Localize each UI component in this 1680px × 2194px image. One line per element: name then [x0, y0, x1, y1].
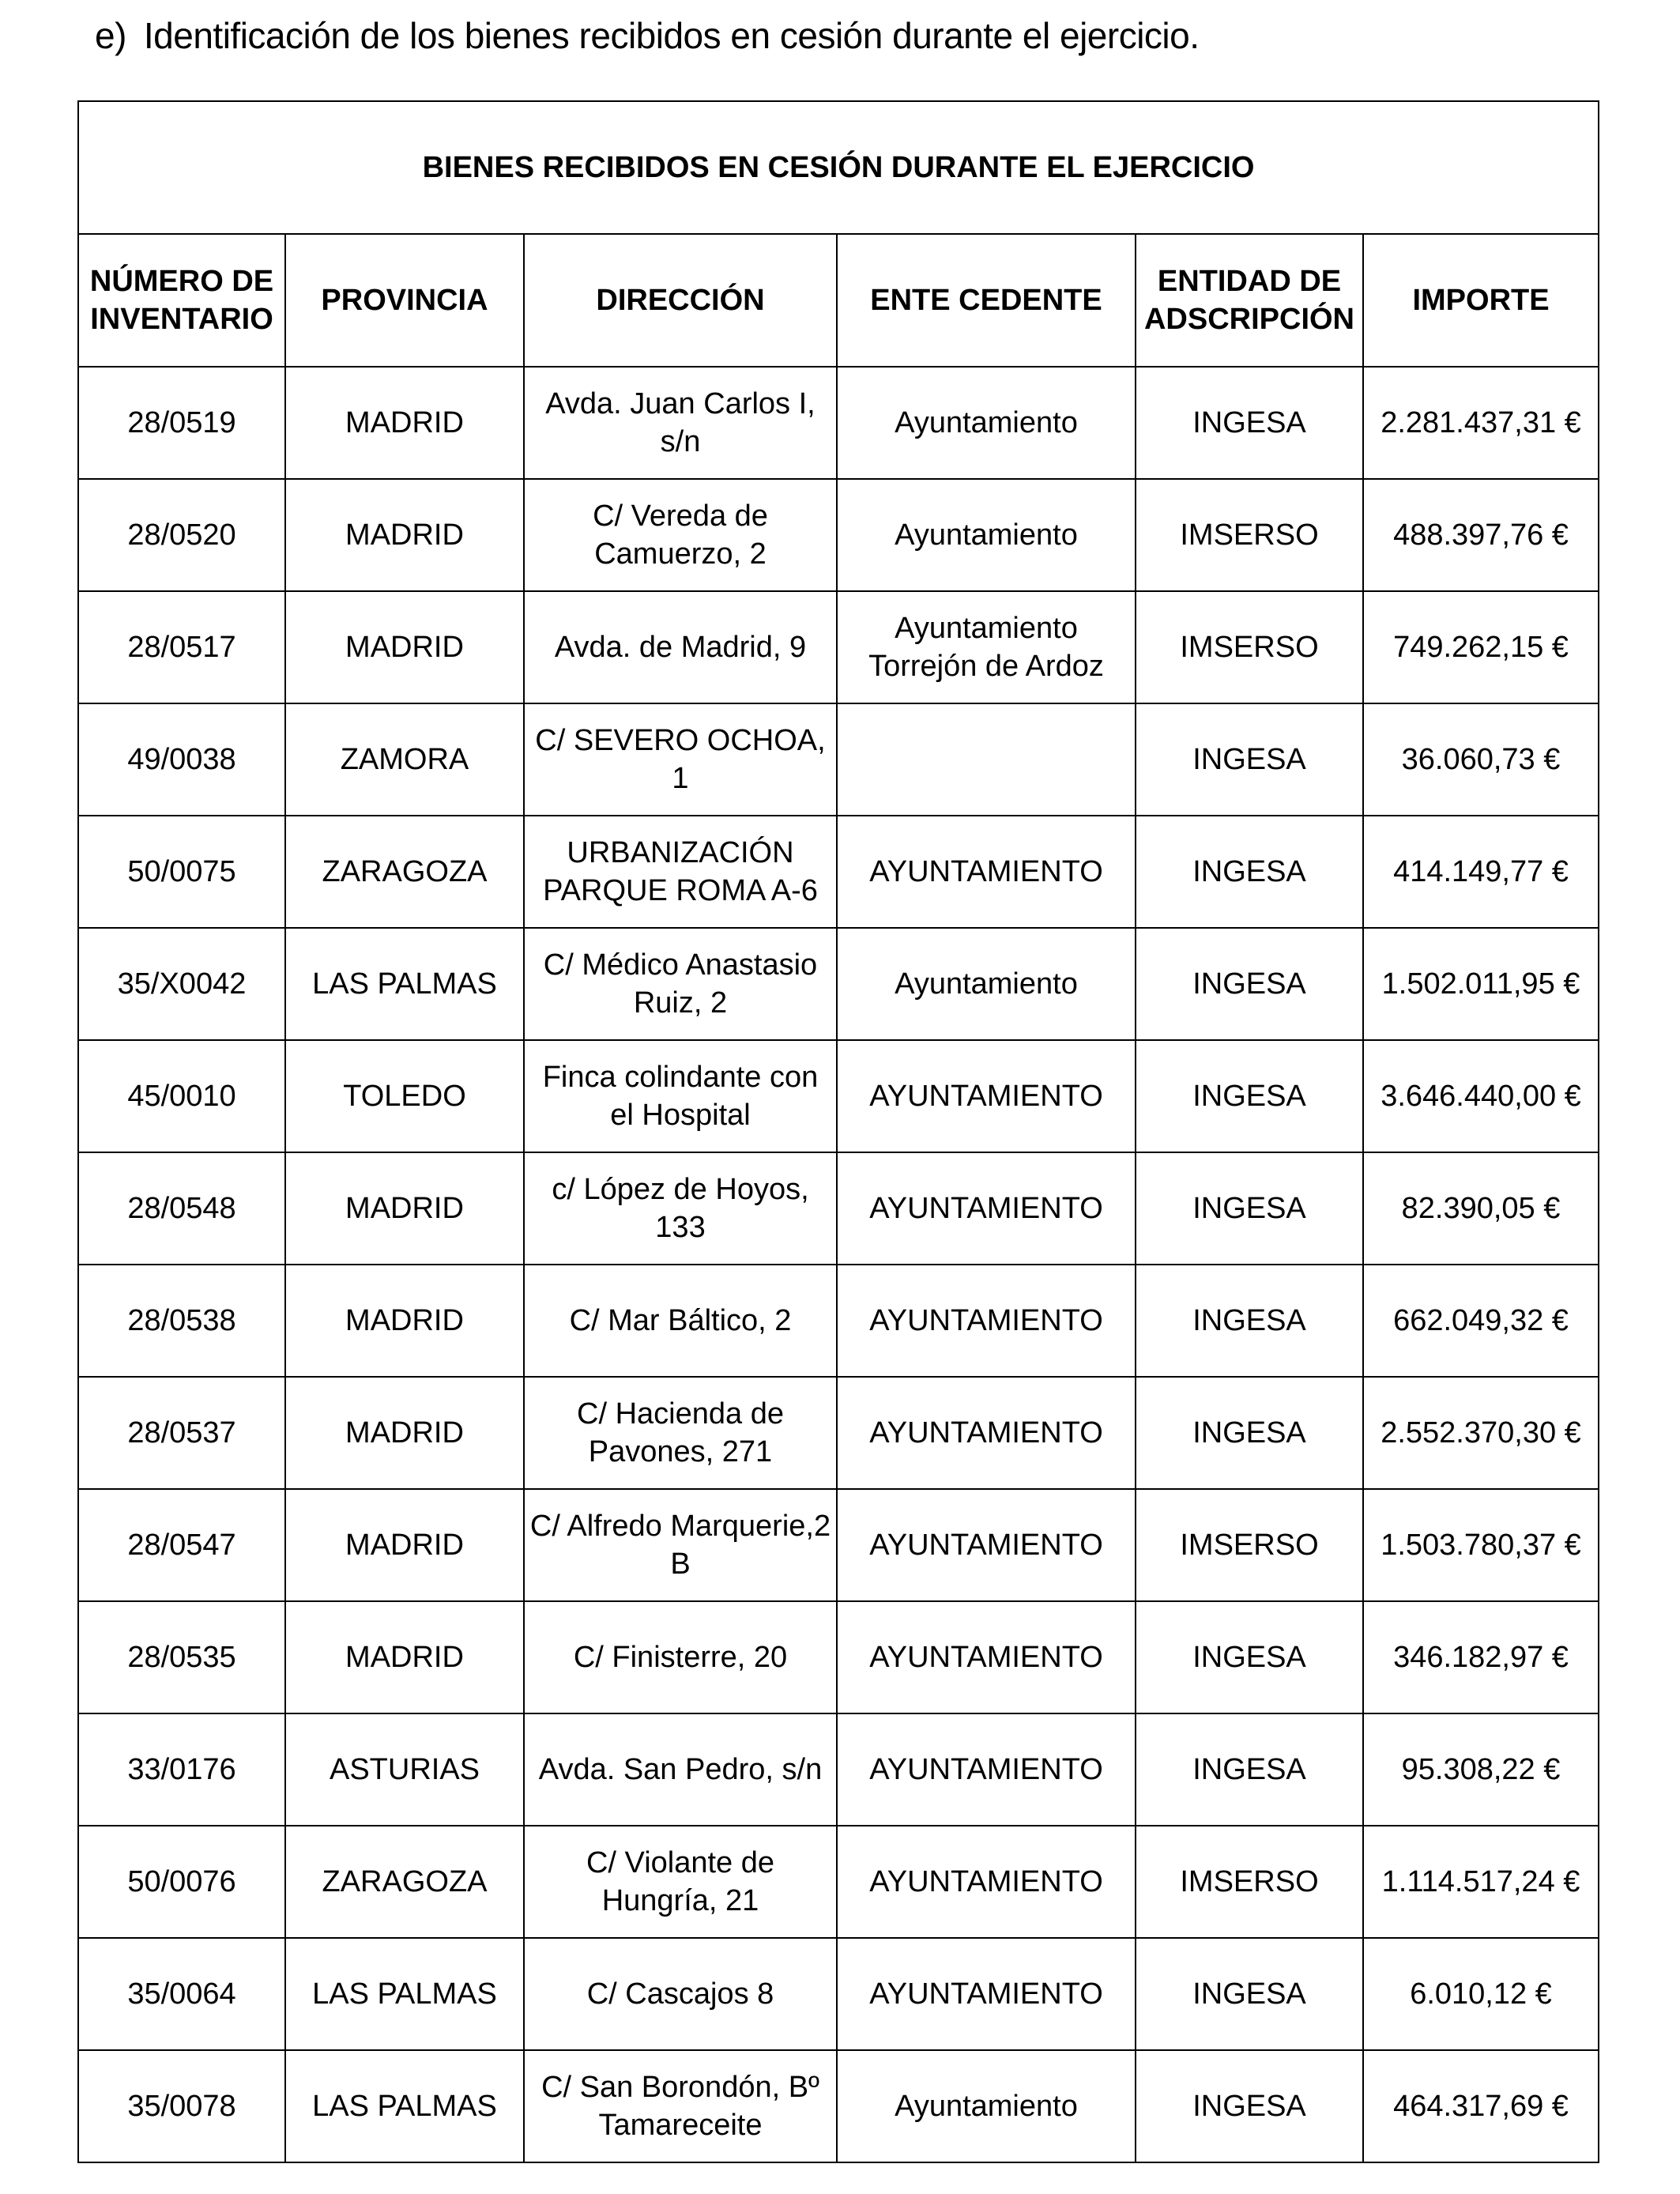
cell-importe: 2.281.437,31 €: [1363, 367, 1599, 479]
cell-direccion: Avda. de Madrid, 9: [524, 591, 837, 703]
cell-importe: 346.182,97 €: [1363, 1601, 1599, 1713]
cell-provincia: ZARAGOZA: [285, 1826, 524, 1938]
cell-provincia: MADRID: [285, 1152, 524, 1265]
column-header-importe: IMPORTE: [1363, 234, 1599, 367]
table-row: [78, 816, 1599, 928]
cell-cedente: AYUNTAMIENTO: [837, 1601, 1136, 1713]
section-heading-text: Identificación de los bienes recibidos en cesión durante el ejercicio.: [143, 15, 1200, 56]
cell-importe: 662.049,32 €: [1363, 1265, 1599, 1377]
table-row: [78, 591, 1599, 703]
cell-cedente: Ayuntamiento: [837, 928, 1136, 1040]
cell-inventario: 28/0547: [78, 1489, 285, 1601]
cell-importe: 1.114.517,24 €: [1363, 1826, 1599, 1938]
cell-direccion: URBANIZACIÓN PARQUE ROMA A-6: [524, 816, 837, 928]
cell-importe: 749.262,15 €: [1363, 591, 1599, 703]
cell-inventario: 35/X0042: [78, 928, 285, 1040]
section-marker: e): [95, 15, 126, 56]
cell-inventario: 28/0538: [78, 1265, 285, 1377]
cell-cedente: Ayuntamiento: [837, 479, 1136, 591]
cell-direccion: c/ López de Hoyos, 133: [524, 1152, 837, 1265]
table-row: [78, 1377, 1599, 1489]
cell-provincia: TOLEDO: [285, 1040, 524, 1152]
column-header-entidad-adscripcion: ENTIDAD DE ADSCRIPCIÓN: [1136, 234, 1363, 367]
cell-inventario: 28/0519: [78, 367, 285, 479]
cell-inventario: 50/0075: [78, 816, 285, 928]
table-row: [78, 1265, 1599, 1377]
cell-provincia: MADRID: [285, 479, 524, 591]
cell-provincia: MADRID: [285, 1601, 524, 1713]
cell-direccion: C/ Mar Báltico, 2: [524, 1265, 837, 1377]
cell-entidad: INGESA: [1136, 703, 1363, 816]
cell-entidad: INGESA: [1136, 928, 1363, 1040]
cell-provincia: MADRID: [285, 1489, 524, 1601]
table-body: [78, 367, 1599, 2162]
table-title: BIENES RECIBIDOS EN CESIÓN DURANTE EL EJERCICIO: [78, 101, 1599, 234]
cell-inventario: 50/0076: [78, 1826, 285, 1938]
cell-entidad: INGESA: [1136, 367, 1363, 479]
table-row: [78, 1489, 1599, 1601]
cell-cedente: AYUNTAMIENTO: [837, 1040, 1136, 1152]
table-row: [78, 1938, 1599, 2050]
cell-direccion: C/ Vereda de Camuerzo, 2: [524, 479, 837, 591]
table-row: [78, 1713, 1599, 1826]
cell-provincia: LAS PALMAS: [285, 1938, 524, 2050]
table-header-row: [78, 234, 1599, 367]
cell-provincia: ASTURIAS: [285, 1713, 524, 1826]
cell-provincia: MADRID: [285, 367, 524, 479]
column-header-provincia: PROVINCIA: [285, 234, 524, 367]
column-header-inventario: NÚMERO DE INVENTARIO: [78, 234, 285, 367]
table-row: [78, 1826, 1599, 1938]
table-row: [78, 1040, 1599, 1152]
cell-entidad: IMSERSO: [1136, 1489, 1363, 1601]
cell-inventario: 49/0038: [78, 703, 285, 816]
cell-cedente: AYUNTAMIENTO: [837, 1826, 1136, 1938]
cell-direccion: Avda. Juan Carlos I, s/n: [524, 367, 837, 479]
column-header-ente-cedente: ENTE CEDENTE: [837, 234, 1136, 367]
cell-direccion: C/ San Borondón, Bº Tamareceite: [524, 2050, 837, 2162]
cell-direccion: C/ Finisterre, 20: [524, 1601, 837, 1713]
cell-importe: 414.149,77 €: [1363, 816, 1599, 928]
cell-entidad: INGESA: [1136, 1152, 1363, 1265]
table-row: [78, 367, 1599, 479]
cell-importe: 82.390,05 €: [1363, 1152, 1599, 1265]
cell-inventario: 28/0520: [78, 479, 285, 591]
cell-provincia: LAS PALMAS: [285, 2050, 524, 2162]
cell-cedente: Ayuntamiento Torrejón de Ardoz: [837, 591, 1136, 703]
cell-inventario: 28/0537: [78, 1377, 285, 1489]
cell-entidad: INGESA: [1136, 1265, 1363, 1377]
cell-cedente: AYUNTAMIENTO: [837, 1489, 1136, 1601]
cell-importe: 36.060,73 €: [1363, 703, 1599, 816]
cell-entidad: INGESA: [1136, 1601, 1363, 1713]
cell-inventario: 28/0517: [78, 591, 285, 703]
cell-importe: 1.502.011,95 €: [1363, 928, 1599, 1040]
cell-inventario: 28/0535: [78, 1601, 285, 1713]
cell-entidad: INGESA: [1136, 1938, 1363, 2050]
cell-direccion: C/ Alfredo Marquerie,2 B: [524, 1489, 837, 1601]
cell-cedente: AYUNTAMIENTO: [837, 1713, 1136, 1826]
assets-table: [77, 100, 1599, 2163]
cell-direccion: C/ Cascajos 8: [524, 1938, 837, 2050]
section-heading: [95, 14, 1200, 57]
cell-importe: 95.308,22 €: [1363, 1713, 1599, 1826]
cell-inventario: 28/0548: [78, 1152, 285, 1265]
cell-cedente: Ayuntamiento: [837, 367, 1136, 479]
table-row: [78, 1152, 1599, 1265]
cell-entidad: INGESA: [1136, 1713, 1363, 1826]
cell-importe: 2.552.370,30 €: [1363, 1377, 1599, 1489]
cell-entidad: IMSERSO: [1136, 591, 1363, 703]
cell-direccion: Avda. San Pedro, s/n: [524, 1713, 837, 1826]
column-header-direccion: DIRECCIÓN: [524, 234, 837, 367]
cell-importe: 6.010,12 €: [1363, 1938, 1599, 2050]
cell-inventario: 45/0010: [78, 1040, 285, 1152]
cell-provincia: MADRID: [285, 1377, 524, 1489]
cell-inventario: 33/0176: [78, 1713, 285, 1826]
cell-direccion: C/ Violante de Hungría, 21: [524, 1826, 837, 1938]
cell-cedente: AYUNTAMIENTO: [837, 1938, 1136, 2050]
table-row: [78, 1601, 1599, 1713]
table-row: [78, 928, 1599, 1040]
cell-provincia: MADRID: [285, 1265, 524, 1377]
cell-inventario: 35/0078: [78, 2050, 285, 2162]
cell-cedente: Ayuntamiento: [837, 2050, 1136, 2162]
table-title-row: [78, 101, 1599, 234]
cell-entidad: INGESA: [1136, 1377, 1363, 1489]
cell-direccion: C/ Hacienda de Pavones, 271: [524, 1377, 837, 1489]
cell-cedente: AYUNTAMIENTO: [837, 816, 1136, 928]
cell-provincia: LAS PALMAS: [285, 928, 524, 1040]
cell-entidad: IMSERSO: [1136, 479, 1363, 591]
cell-entidad: INGESA: [1136, 2050, 1363, 2162]
cell-importe: 464.317,69 €: [1363, 2050, 1599, 2162]
cell-inventario: 35/0064: [78, 1938, 285, 2050]
table-row: [78, 479, 1599, 591]
table-row: [78, 2050, 1599, 2162]
cell-importe: 1.503.780,37 €: [1363, 1489, 1599, 1601]
cell-importe: 488.397,76 €: [1363, 479, 1599, 591]
cell-importe: 3.646.440,00 €: [1363, 1040, 1599, 1152]
cell-provincia: MADRID: [285, 591, 524, 703]
cell-provincia: ZARAGOZA: [285, 816, 524, 928]
cell-cedente: AYUNTAMIENTO: [837, 1377, 1136, 1489]
cell-entidad: INGESA: [1136, 816, 1363, 928]
cell-provincia: ZAMORA: [285, 703, 524, 816]
cell-direccion: Finca colindante con el Hospital: [524, 1040, 837, 1152]
cell-entidad: IMSERSO: [1136, 1826, 1363, 1938]
cell-cedente: AYUNTAMIENTO: [837, 1265, 1136, 1377]
cell-cedente: [837, 703, 1136, 816]
cell-cedente: AYUNTAMIENTO: [837, 1152, 1136, 1265]
table-row: [78, 703, 1599, 816]
cell-direccion: C/ SEVERO OCHOA, 1: [524, 703, 837, 816]
cell-direccion: C/ Médico Anastasio Ruiz, 2: [524, 928, 837, 1040]
cell-entidad: INGESA: [1136, 1040, 1363, 1152]
